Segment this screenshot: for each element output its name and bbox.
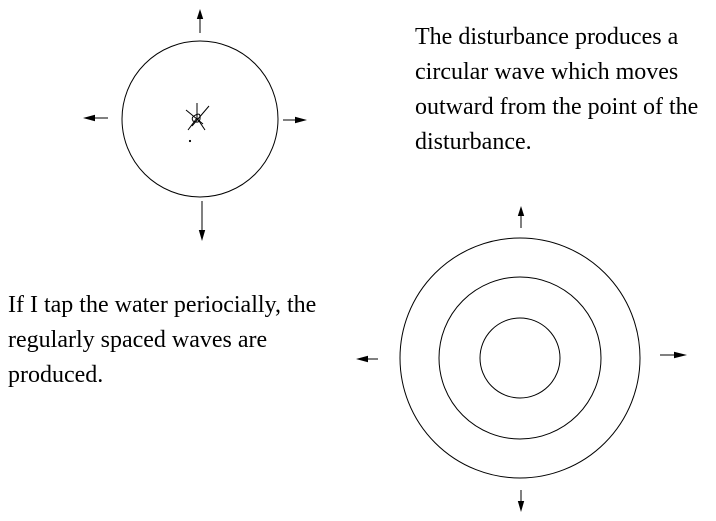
arrow-left-icon [356, 356, 378, 362]
single-wave-diagram [83, 9, 307, 241]
caption-line: The disturbance produces a [415, 24, 679, 50]
arrow-right-icon [283, 117, 307, 123]
caption-line: If I tap the water periocially, the [8, 292, 317, 318]
caption-line: disturbance. [415, 129, 532, 155]
tap-caption [8, 288, 316, 393]
wave-circle-inner [480, 318, 560, 398]
wave-circle-middle [439, 277, 601, 439]
arrow-right-icon [660, 352, 687, 358]
disturbance-star-icon [186, 103, 209, 142]
caption-line: regularly spaced waves are [8, 327, 268, 353]
caption-line: circular wave which moves [415, 59, 679, 85]
periodic-waves-diagram [356, 206, 687, 512]
wave-circle-outer [400, 238, 640, 478]
disturbance-caption [415, 20, 698, 160]
caption-line: outward from the point of the [415, 94, 699, 120]
arrow-down-icon [199, 201, 205, 241]
arrow-up-icon [518, 206, 524, 228]
arrow-up-icon [197, 9, 203, 33]
disturbance-dot [189, 140, 191, 142]
arrow-down-icon [518, 490, 524, 512]
arrow-left-icon [83, 115, 108, 121]
caption-line: produced. [8, 362, 104, 388]
